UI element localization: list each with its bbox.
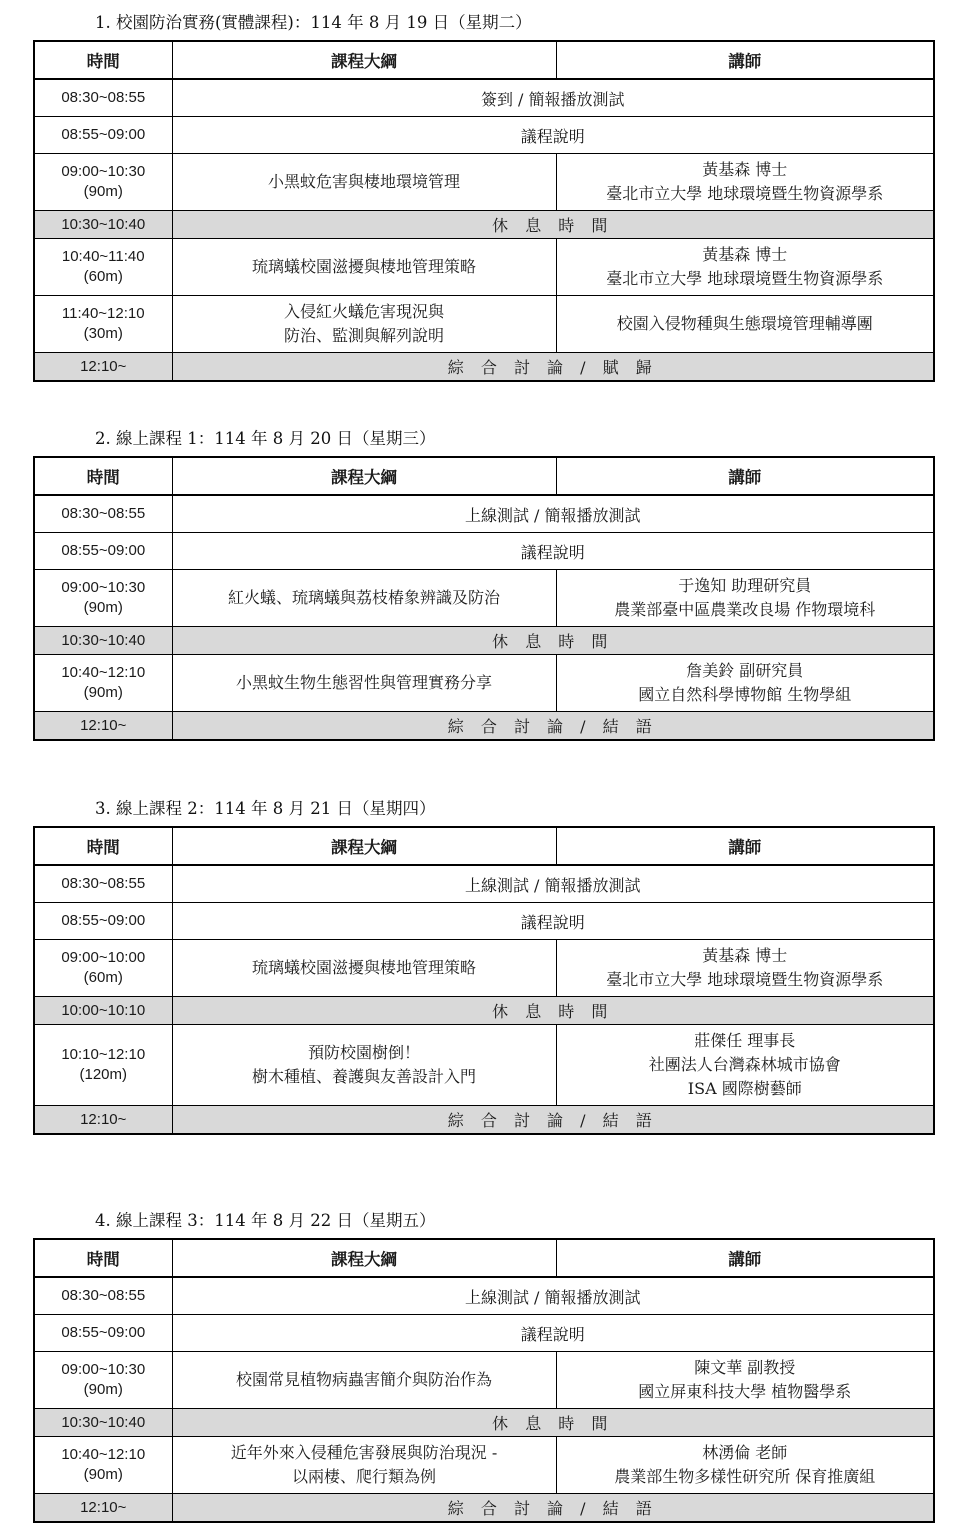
col-header-lecturer: 講師 xyxy=(556,457,934,495)
course-cell xyxy=(172,940,556,997)
break-label-cell: 綜 合 討 論 / 結 語 xyxy=(172,1494,934,1523)
schedule-row xyxy=(34,570,934,627)
merged-activity-cell: 議程說明 xyxy=(172,533,934,570)
break-row xyxy=(34,997,934,1025)
time-range: 09:00~10:30 xyxy=(61,163,146,180)
lecturer-line: 社團法人台灣森林城市協會 xyxy=(648,1055,841,1074)
time-range: 10:40~12:10 xyxy=(61,1446,146,1463)
col-header-time: 時間 xyxy=(34,1239,172,1277)
schedule-row xyxy=(34,865,934,903)
col-header-time: 時間 xyxy=(34,827,172,865)
section-physical-course xyxy=(33,0,933,382)
time-cell xyxy=(34,353,172,382)
time-cell xyxy=(34,1025,172,1106)
schedule-row xyxy=(34,1277,934,1315)
schedule-row xyxy=(34,1025,934,1106)
schedule-row xyxy=(34,239,934,296)
time-cell xyxy=(34,997,172,1025)
schedule-row xyxy=(34,495,934,533)
lecturer-line: 國立屏東科技大學 植物醫學系 xyxy=(638,1382,852,1401)
break-row xyxy=(34,1494,934,1523)
merged-activity-cell: 議程說明 xyxy=(172,903,934,940)
course-line: 小黑蚊生物生態習性與管理實務分享 xyxy=(235,673,492,692)
time-range: 09:00~10:30 xyxy=(61,1361,146,1378)
header-row xyxy=(34,457,934,495)
time-range: 08:55~09:00 xyxy=(61,1324,146,1341)
break-row xyxy=(34,1106,934,1135)
time-cell xyxy=(34,1437,172,1494)
course-line: 小黑蚊危害與棲地環境管理 xyxy=(267,172,460,191)
time-range: 10:10~12:10 xyxy=(61,1046,146,1063)
lecturer-line: 黃基森 博士 xyxy=(702,245,788,264)
duration-label: (60m) xyxy=(83,268,123,285)
merged-activity-cell: 上線測試 / 簡報播放測試 xyxy=(172,865,934,903)
section-title: 4. 線上課程 3：114 年 8 月 22 日（星期五） xyxy=(95,1211,436,1230)
lecturer-line: 臺北市立大學 地球環境暨生物資源學系 xyxy=(606,184,884,203)
break-label-cell: 綜 合 討 論 / 結 語 xyxy=(172,1106,934,1135)
col-header-course: 課程大綱 xyxy=(172,457,556,495)
header-row xyxy=(34,827,934,865)
lecturer-cell xyxy=(556,296,934,353)
lecturer-line: 莊傑任 理事長 xyxy=(694,1031,796,1050)
schedule-table xyxy=(33,456,935,741)
lecturer-line: 林湧倫 老師 xyxy=(702,1443,788,1462)
lecturer-line: 國立自然科學博物館 生物學組 xyxy=(638,685,852,704)
break-label-cell: 休 息 時 間 xyxy=(172,627,934,655)
time-cell xyxy=(34,1315,172,1352)
time-cell xyxy=(34,865,172,903)
lecturer-cell xyxy=(556,1437,934,1494)
schedule-table xyxy=(33,1238,935,1523)
break-row xyxy=(34,627,934,655)
merged-activity-cell: 上線測試 / 簡報播放測試 xyxy=(172,1277,934,1315)
course-line: 琉璃蟻校園滋擾與棲地管理策略 xyxy=(251,958,476,977)
course-line: 以兩棲、爬行類為例 xyxy=(291,1467,436,1486)
duration-label: (30m) xyxy=(83,325,123,342)
schedule-row xyxy=(34,533,934,570)
time-cell xyxy=(34,296,172,353)
schedule-table xyxy=(33,826,935,1135)
lecturer-cell xyxy=(556,239,934,296)
time-range: 10:00~10:10 xyxy=(61,1001,146,1019)
col-header-lecturer: 講師 xyxy=(556,41,934,79)
section-online-course-3 xyxy=(33,1207,933,1523)
section-title: 3. 線上課程 2：114 年 8 月 21 日（星期四） xyxy=(95,799,436,818)
merged-activity-cell: 議程說明 xyxy=(172,117,934,154)
section-title: 2. 線上課程 1：114 年 8 月 20 日（星期三） xyxy=(95,429,436,448)
lecturer-line: 黃基森 博士 xyxy=(702,946,788,965)
duration-label: (90m) xyxy=(83,599,123,616)
col-header-time: 時間 xyxy=(34,41,172,79)
time-range: 10:30~10:40 xyxy=(61,215,146,233)
time-range: 10:40~11:40 xyxy=(61,248,145,265)
lecturer-cell xyxy=(556,940,934,997)
time-range: 08:55~09:00 xyxy=(61,126,146,143)
course-line: 入侵紅火蟻危害現況與 xyxy=(283,302,444,321)
col-header-lecturer: 講師 xyxy=(556,1239,934,1277)
time-range: 11:40~12:10 xyxy=(61,305,145,322)
time-cell xyxy=(34,940,172,997)
lecturer-line: 臺北市立大學 地球環境暨生物資源學系 xyxy=(606,970,884,989)
time-cell xyxy=(34,1494,172,1523)
col-header-course: 課程大綱 xyxy=(172,1239,556,1277)
merged-activity-cell: 上線測試 / 簡報播放測試 xyxy=(172,495,934,533)
header-row xyxy=(34,1239,934,1277)
lecturer-line: 詹美鈴 副研究員 xyxy=(686,661,804,680)
time-range: 08:55~09:00 xyxy=(61,912,146,929)
time-range: 08:30~08:55 xyxy=(61,875,146,892)
duration-label: (90m) xyxy=(83,684,123,701)
duration-label: (60m) xyxy=(83,969,123,986)
time-cell xyxy=(34,1352,172,1409)
schedule-row xyxy=(34,296,934,353)
break-label-cell: 休 息 時 間 xyxy=(172,997,934,1025)
break-row xyxy=(34,712,934,741)
merged-activity-cell: 簽到 / 簡報播放測試 xyxy=(172,79,934,117)
time-cell xyxy=(34,1277,172,1315)
time-cell xyxy=(34,154,172,211)
break-label-cell: 休 息 時 間 xyxy=(172,1409,934,1437)
section-online-course-2 xyxy=(33,795,933,1135)
lecturer-line: 陳文華 副教授 xyxy=(694,1358,796,1377)
course-cell xyxy=(172,154,556,211)
course-cell xyxy=(172,296,556,353)
time-cell xyxy=(34,570,172,627)
time-range: 09:00~10:00 xyxy=(61,949,146,966)
time-range: 10:40~12:10 xyxy=(61,664,146,681)
break-row xyxy=(34,211,934,239)
lecturer-line: 于逸知 助理研究員 xyxy=(678,576,812,595)
lecturer-cell xyxy=(556,1025,934,1106)
time-cell xyxy=(34,1106,172,1135)
lecturer-cell xyxy=(556,570,934,627)
lecturer-line: 校園入侵物種與生態環境管理輔導團 xyxy=(616,314,873,333)
course-line: 預防校園樹倒！ xyxy=(307,1043,420,1062)
course-cell xyxy=(172,570,556,627)
time-range: 08:30~08:55 xyxy=(61,505,146,522)
merged-activity-cell: 議程說明 xyxy=(172,1315,934,1352)
lecturer-line: ISA 國際樹藝師 xyxy=(687,1079,802,1098)
schedule-row xyxy=(34,940,934,997)
time-cell xyxy=(34,79,172,117)
lecturer-line: 農業部臺中區農業改良場 作物環境科 xyxy=(614,600,876,619)
lecturer-line: 黃基森 博士 xyxy=(702,160,788,179)
course-line: 琉璃蟻校園滋擾與棲地管理策略 xyxy=(251,257,476,276)
duration-label: (120m) xyxy=(79,1066,127,1083)
time-range: 10:30~10:40 xyxy=(61,1413,146,1431)
duration-label: (90m) xyxy=(83,1381,123,1398)
time-cell xyxy=(34,117,172,154)
time-cell xyxy=(34,533,172,570)
time-cell xyxy=(34,1409,172,1437)
course-cell xyxy=(172,1437,556,1494)
course-cell xyxy=(172,1352,556,1409)
schedule-row xyxy=(34,79,934,117)
time-range: 08:30~08:55 xyxy=(61,89,146,106)
course-line: 樹木種植、養護與友善設計入門 xyxy=(251,1067,476,1086)
schedule-row xyxy=(34,1315,934,1352)
break-label-cell: 綜 合 討 論 / 結 語 xyxy=(172,712,934,741)
header-row xyxy=(34,41,934,79)
col-header-time: 時間 xyxy=(34,457,172,495)
break-row xyxy=(34,1409,934,1437)
time-cell xyxy=(34,495,172,533)
col-header-course: 課程大綱 xyxy=(172,41,556,79)
course-line: 校園常見植物病蟲害簡介與防治作為 xyxy=(235,1370,492,1389)
course-cell xyxy=(172,239,556,296)
schedule-row xyxy=(34,117,934,154)
col-header-lecturer: 講師 xyxy=(556,827,934,865)
section-title: 1. 校園防治實務(實體課程)：114 年 8 月 19 日（星期二） xyxy=(95,13,532,32)
course-cell xyxy=(172,1025,556,1106)
time-cell xyxy=(34,655,172,712)
course-cell xyxy=(172,655,556,712)
time-range: 12:10~ xyxy=(80,716,127,734)
lecturer-cell xyxy=(556,1352,934,1409)
time-range: 12:10~ xyxy=(80,1110,127,1128)
time-range: 09:00~10:30 xyxy=(61,579,146,596)
course-line: 防治、監測與解列說明 xyxy=(283,326,444,345)
time-range: 08:30~08:55 xyxy=(61,1287,146,1304)
time-range: 12:10~ xyxy=(80,357,127,375)
time-range: 08:55~09:00 xyxy=(61,542,146,559)
lecturer-cell xyxy=(556,655,934,712)
time-range: 10:30~10:40 xyxy=(61,631,146,649)
course-line: 近年外來入侵種危害發展與防治現況 - xyxy=(230,1443,498,1462)
lecturer-line: 臺北市立大學 地球環境暨生物資源學系 xyxy=(606,269,884,288)
col-header-course: 課程大綱 xyxy=(172,827,556,865)
schedule-row xyxy=(34,1437,934,1494)
schedule-row xyxy=(34,154,934,211)
section-online-course-1 xyxy=(33,425,933,741)
lecturer-cell xyxy=(556,154,934,211)
time-cell xyxy=(34,627,172,655)
schedule-row xyxy=(34,903,934,940)
schedule-row xyxy=(34,1352,934,1409)
course-line: 紅火蟻、琉璃蟻與荔枝椿象辨識及防治 xyxy=(227,588,500,607)
schedule-row xyxy=(34,655,934,712)
break-label-cell: 綜 合 討 論 / 賦 歸 xyxy=(172,353,934,382)
break-row xyxy=(34,353,934,382)
time-cell xyxy=(34,712,172,741)
time-cell xyxy=(34,211,172,239)
time-range: 12:10~ xyxy=(80,1498,127,1516)
time-cell xyxy=(34,239,172,296)
lecturer-line: 農業部生物多樣性研究所 保育推廣組 xyxy=(614,1467,876,1486)
break-label-cell: 休 息 時 間 xyxy=(172,211,934,239)
time-cell xyxy=(34,903,172,940)
duration-label: (90m) xyxy=(83,1466,123,1483)
duration-label: (90m) xyxy=(83,183,123,200)
schedule-table xyxy=(33,40,935,382)
